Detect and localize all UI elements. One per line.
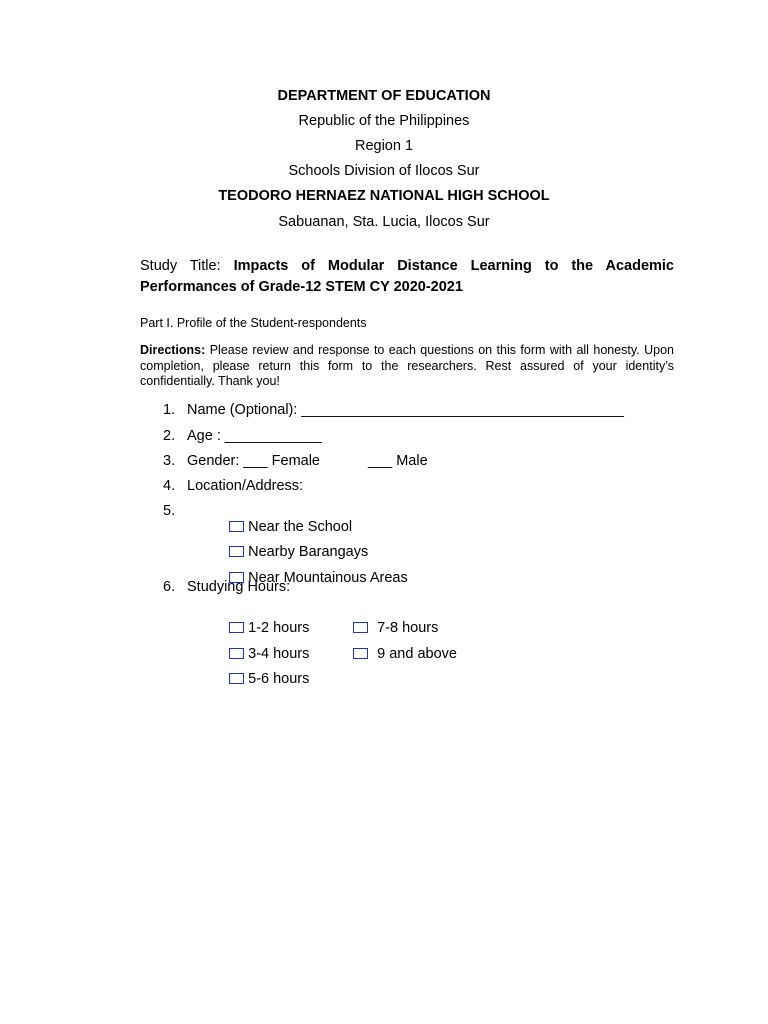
region-line: Region 1 xyxy=(354,138,414,154)
directions-text: Please review and response to each questions on this form with all honesty. Upon completion, please return this form to the researchers. Rest assured of your identity’s confidentially. Thank you! xyxy=(140,343,674,388)
q3-number: 3. xyxy=(163,453,176,469)
directions xyxy=(140,343,674,390)
hours-option-5-6[interactable] xyxy=(213,655,309,703)
option-label: 1-2 hours xyxy=(248,620,310,636)
studying-hours-label: Studying Hours: xyxy=(187,579,291,595)
q2-number: 2. xyxy=(163,428,176,444)
q1-number: 1. xyxy=(163,402,176,418)
checkbox[interactable] xyxy=(353,648,368,659)
hours-option-9-above[interactable] xyxy=(337,630,457,678)
option-label: 7-8 hours xyxy=(377,620,439,636)
division-line: Schools Division of Ilocos Sur xyxy=(288,163,480,179)
name-field[interactable]: Name (Optional): ________________________________________ xyxy=(187,402,624,418)
gender-male-field[interactable]: ___ Male xyxy=(368,453,428,469)
directions-label: Directions: xyxy=(140,343,206,357)
option-label: 3-4 hours xyxy=(248,646,310,662)
school-name: TEODORO HERNAEZ NATIONAL HIGH SCHOOL xyxy=(218,188,550,204)
q5-number: 5. xyxy=(163,503,176,519)
age-field[interactable]: Age : ____________ xyxy=(187,428,322,444)
option-label: Nearby Barangays xyxy=(248,544,369,560)
department-heading: DEPARTMENT OF EDUCATION xyxy=(277,88,491,104)
republic-line: Republic of the Philippines xyxy=(298,113,470,129)
q4-number: 4. xyxy=(163,478,176,494)
option-label: Near Mountainous Areas xyxy=(248,570,408,586)
study-title xyxy=(140,256,674,298)
school-address: Sabuanan, Sta. Lucia, Ilocos Sur xyxy=(278,214,490,230)
option-label: 5-6 hours xyxy=(248,671,310,687)
gender-female-field[interactable]: Gender: ___ Female xyxy=(187,453,320,469)
option-label: 9 and above xyxy=(377,646,457,662)
location-label: Location/Address: xyxy=(187,478,304,494)
checkbox[interactable] xyxy=(229,673,244,684)
study-title-label: Study Title: xyxy=(140,258,234,274)
part-one-heading: Part I. Profile of the Student-respondents xyxy=(140,316,367,330)
study-title-text: Impacts of Modular Distance Learning to the Academic Performances of Grade-12 STEM CY 2020-2021 xyxy=(140,258,674,295)
q6-number: 6. xyxy=(163,579,176,595)
option-label: Near the School xyxy=(248,519,353,535)
